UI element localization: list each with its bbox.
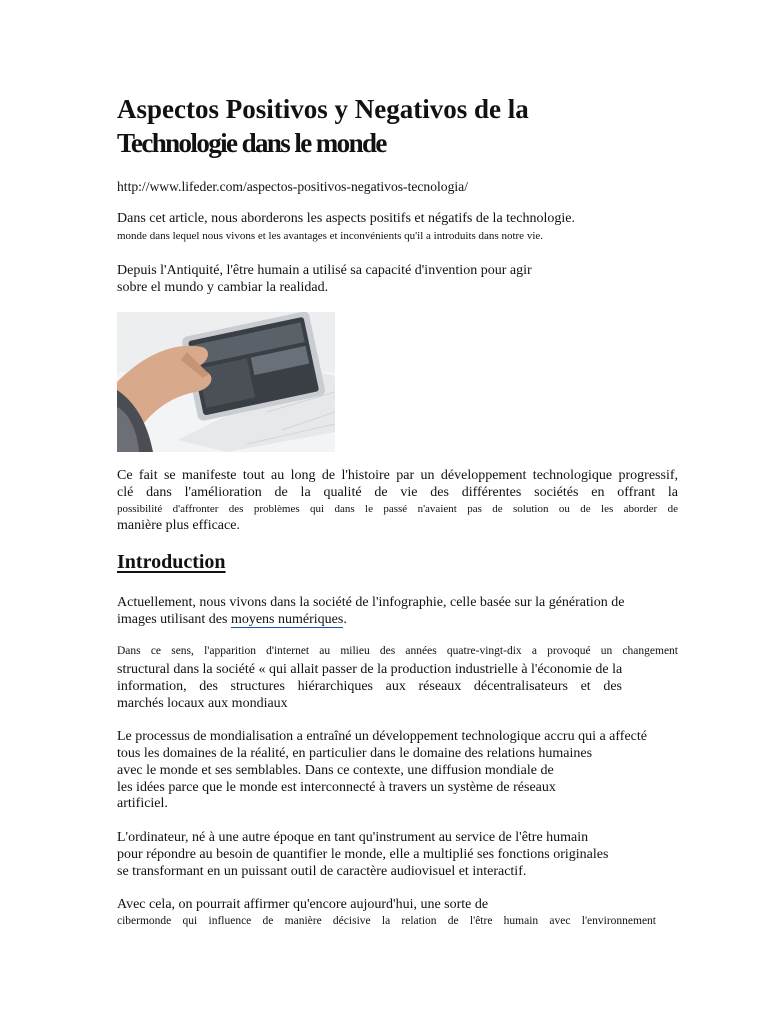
paragraph-3-line-3: avec le monde et ses semblables. Dans ce contexte, une diffusion mondiale de xyxy=(117,763,554,778)
history-line-3: possibilité d'affronter des problèmes qui dans le passé n'avaient pas de solution ou de les aborder de xyxy=(117,503,678,515)
source-url[interactable]: http://www.lifeder.com/aspectos-positivos-negativos-tecnologia/ xyxy=(117,179,468,194)
digital-media-link[interactable]: moyens numériques xyxy=(230,612,344,627)
hand-tablet-photo xyxy=(117,312,335,452)
history-line-1: Ce fait se manifeste tout au long de l'histoire par un développement technologique progressif, xyxy=(117,468,678,483)
paragraph-1-line-1: Actuellement, nous vivons dans la société de l'infographie, celle basée sur la génération de xyxy=(117,595,625,610)
paragraph-5-line-2: cibermonde qui influence de manière décisive la relation de l'être humain avec l'environnement xyxy=(117,915,656,927)
paragraph-5-line-1: Avec cela, on pourrait affirmer qu'encore aujourd'hui, une sorte de xyxy=(117,897,489,912)
antiquity-line-1: Depuis l'Antiquité, l'être humain a utilisé sa capacité d'invention pour agir xyxy=(117,263,532,278)
history-line-4: manière plus efficace. xyxy=(117,518,240,533)
paragraph-3-line-5: artificiel. xyxy=(117,796,168,811)
paragraph-2-line-3: information, des structures hiérarchiques aux réseaux décentralisateurs et des xyxy=(117,679,622,694)
paragraph-1-text: images utilisant des xyxy=(117,612,231,627)
paragraph-1-period: . xyxy=(343,612,347,627)
document-title xyxy=(117,92,687,160)
history-line-2: clé dans l'amélioration de la qualité de vie des différentes sociétés en offrant la xyxy=(117,485,678,500)
title-line-2: Technologie dans le monde xyxy=(117,128,386,158)
paragraph-4-line-1: L'ordinateur, né à une autre époque en tant qu'instrument au service de l'être humain xyxy=(117,830,589,845)
paragraph-3-line-1: Le processus de mondialisation a entraîné un développement technologique accru qui a affecté xyxy=(117,729,647,744)
antiquity-line-2: sobre el mundo y cambiar la realidad. xyxy=(117,280,329,295)
paragraph-3-line-2: tous les domaines de la réalité, en particulier dans le domaine des relations humaines xyxy=(117,746,593,761)
paragraph-2-line-1: Dans ce sens, l'apparition d'internet au milieu des années quatre-vingt-dix a provoqué un changement xyxy=(117,645,678,657)
paragraph-4-line-3: se transformant en un puissant outil de caractère audiovisuel et interactif. xyxy=(117,864,527,879)
section-heading-introduction: Introduction xyxy=(117,551,226,573)
paragraph-2-line-2: structural dans la société « qui allait passer de la production industrielle à l'économie de la xyxy=(117,662,623,677)
paragraph-1-line-2 xyxy=(117,611,347,628)
paragraph-2-line-4: marchés locaux aux mondiaux xyxy=(117,696,288,711)
paragraph-4-line-2: pour répondre au besoin de quantifier le monde, elle a multiplié ses fonctions originales xyxy=(117,847,609,862)
intro-line-2: monde dans lequel nous vivons et les avantages et inconvénients qu'il a introduits dans notre vie. xyxy=(117,230,544,242)
paragraph-3-line-4: les idées parce que le monde est interconnecté à travers un système de réseaux xyxy=(117,780,556,795)
intro-line-1: Dans cet article, nous aborderons les aspects positifs et négatifs de la technologie. xyxy=(117,211,575,226)
title-line-1: Aspectos Positivos y Negativos de la xyxy=(117,94,529,124)
